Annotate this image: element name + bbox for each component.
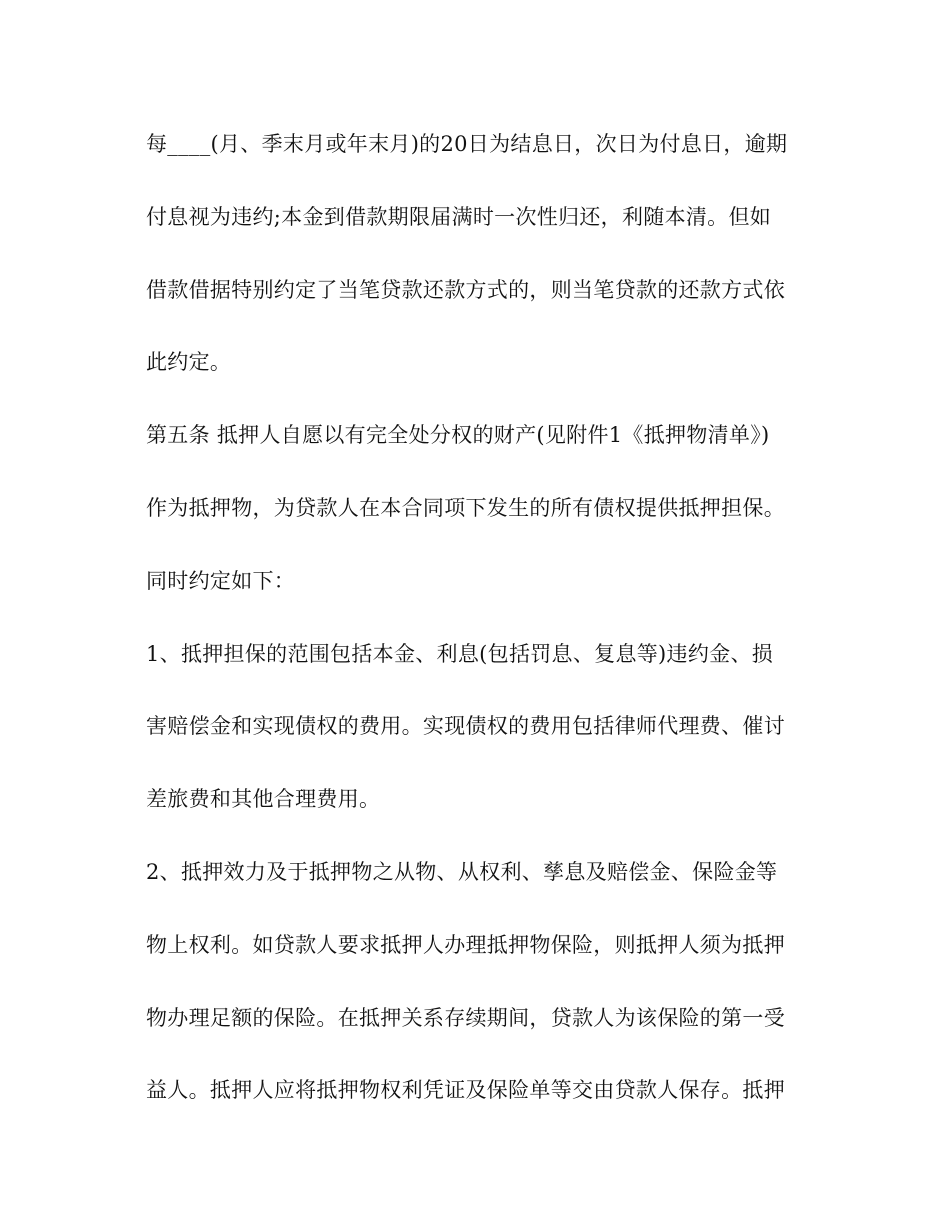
text-line-1: 每____(月、季末月或年末月)的20日为结息日，次日为付息日，逾期: [146, 132, 788, 156]
text-line-5: 第五条 抵押人自愿以有完全处分权的财产(见附件1《抵押物清单》): [146, 423, 770, 448]
contract-text-block: [146, 120, 826, 1139]
text-line-8: 1、抵押担保的范围包括本金、利息(包括罚息、复息等)违约金、损: [146, 641, 774, 666]
text-line-9: 害赔偿金和实现债权的费用。实现债权的费用包括律师代理费、催讨: [146, 714, 785, 739]
text-line-4: 此约定。: [146, 350, 232, 375]
text-line-10: 差旅费和其他合理费用。: [146, 787, 381, 812]
text-line-11: 2、抵押效力及于抵押物之从物、从权利、孳息及赔偿金、保险金等: [146, 859, 778, 884]
text-line-3: 借款借据特别约定了当笔贷款还款方式的，则当笔贷款的还款方式依: [146, 277, 785, 302]
text-line-12: 物上权利。如贷款人要求抵押人办理抵押物保险，则抵押人须为抵押: [146, 932, 785, 957]
text-line-6: 作为抵押物，为贷款人在本合同项下发生的所有债权提供抵押担保。: [146, 495, 785, 520]
text-line-2: 付息视为违约;本金到借款期限届满时一次性归还，利随本清。但如: [146, 204, 772, 229]
text-line-14: 益人。抵押人应将抵押物权利凭证及保险单等交由贷款人保存。抵押: [146, 1078, 785, 1103]
text-line-7: 同时约定如下：: [146, 568, 296, 593]
text-line-13: 物办理足额的保险。在抵押关系存续期间，贷款人为该保险的第一受: [146, 1005, 785, 1030]
